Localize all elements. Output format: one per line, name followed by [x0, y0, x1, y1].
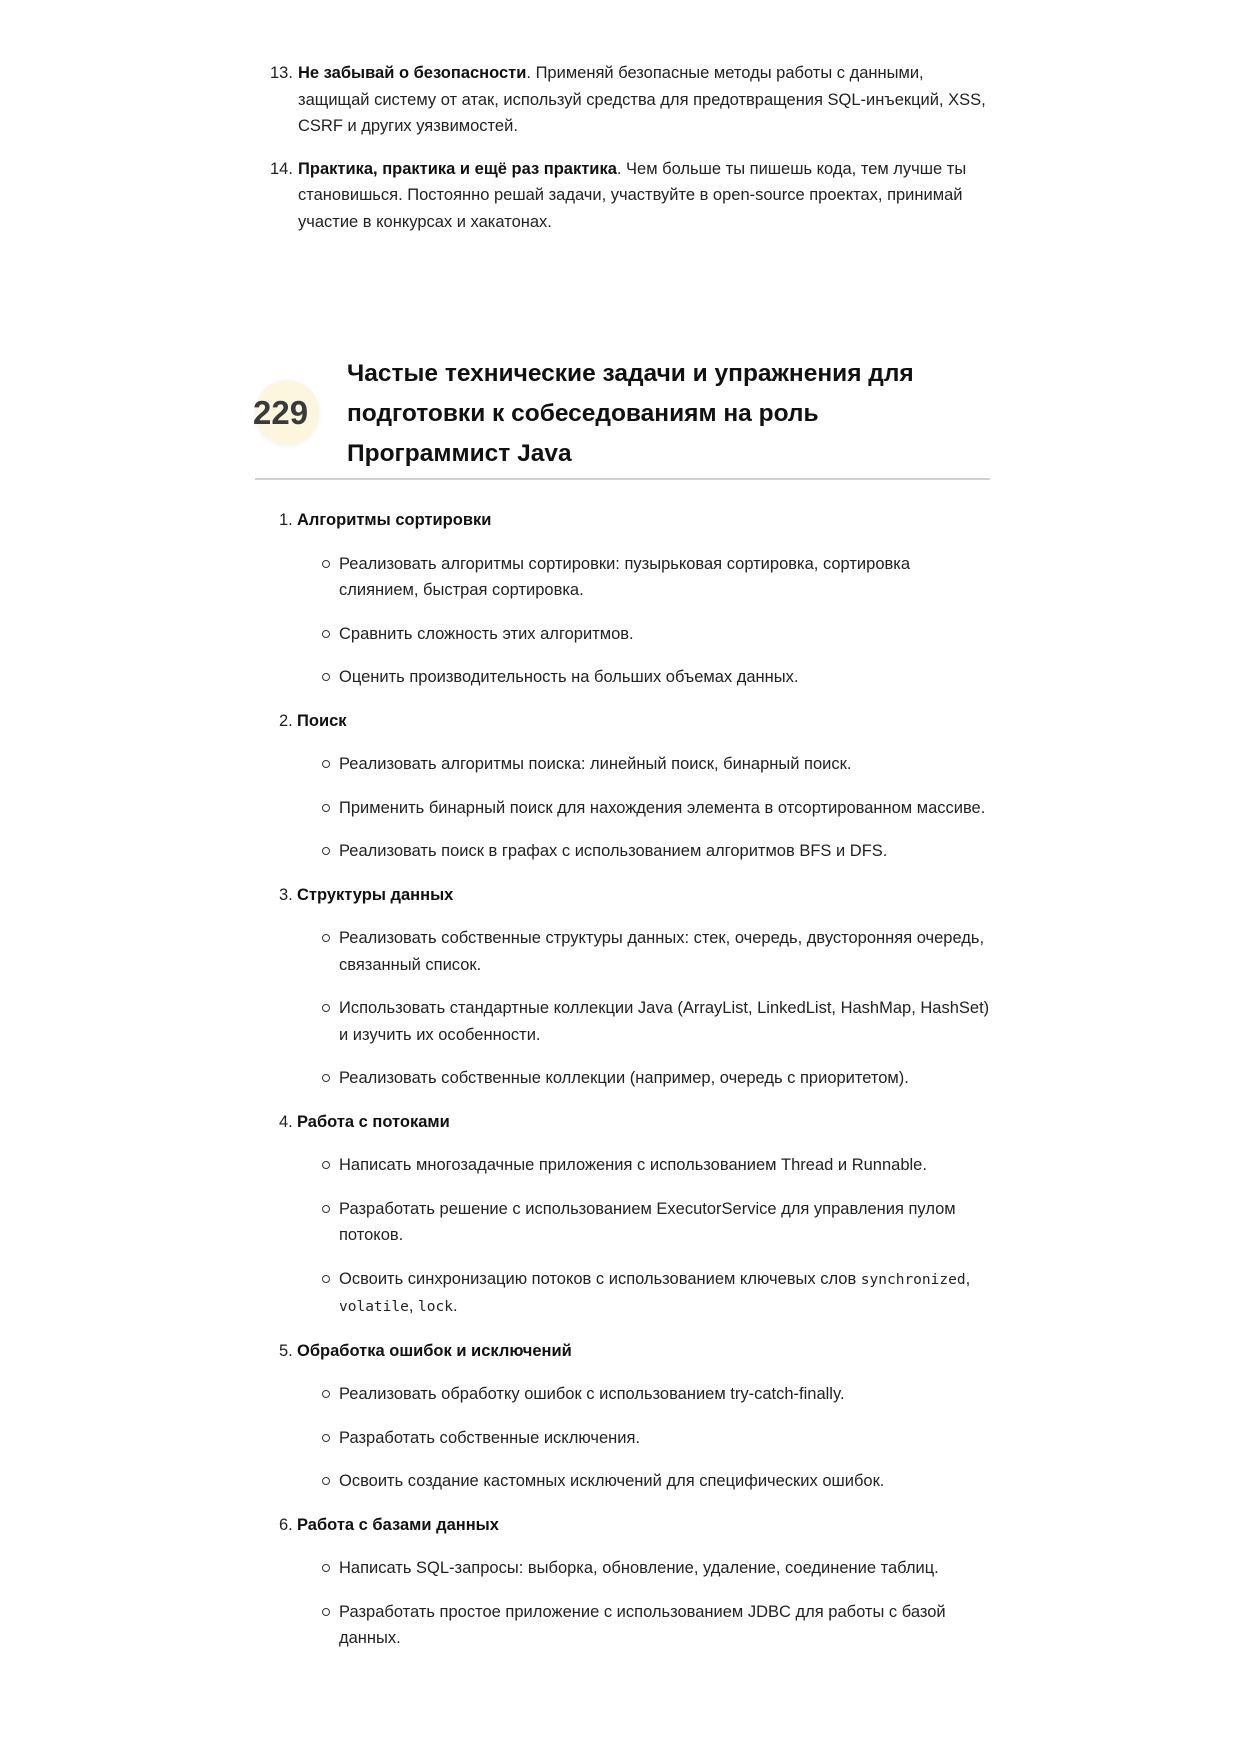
item-number: 5. — [279, 1341, 293, 1360]
item-title: Поиск — [297, 711, 347, 730]
sub-item: Реализовать алгоритмы сортировки: пузырьковая сортировка, сортировка слиянием, быстрая сортировка. — [297, 551, 990, 604]
previous-list — [270, 60, 990, 251]
bullet-icon — [322, 630, 330, 638]
bullet-icon — [322, 560, 330, 568]
item-number: 1. — [279, 511, 293, 529]
section-header — [255, 350, 990, 478]
task-item — [255, 1512, 990, 1652]
bullet-icon — [322, 804, 330, 812]
item-title: Структуры данных — [297, 885, 454, 904]
item-number: 2. — [279, 711, 293, 730]
item-number: 3. — [279, 885, 293, 904]
bullet-icon — [322, 1205, 330, 1213]
sub-item: Оценить производительность на больших объемах данных. — [297, 664, 990, 691]
task-item — [255, 882, 990, 1092]
sub-item: Освоить синхронизацию потоков с использованием ключевых слов synchronized, volatile, lock. — [297, 1266, 990, 1321]
bullet-icon — [322, 1390, 330, 1398]
divider — [255, 478, 990, 480]
bullet-icon — [322, 1564, 330, 1572]
sub-item: Применить бинарный поиск для нахождения элемента в отсортированном массиве. — [297, 795, 990, 822]
bullet-icon — [322, 760, 330, 768]
task-item — [255, 1109, 990, 1321]
sub-list — [297, 1381, 990, 1495]
item-title: Алгоритмы сортировки — [297, 511, 492, 529]
bullet-icon — [322, 673, 330, 681]
sub-item: Сравнить сложность этих алгоритмов. — [297, 621, 990, 648]
sub-item: Реализовать собственные структуры данных: стек, очередь, двусторонняя очередь, связанный список. — [297, 925, 990, 978]
bullet-icon — [322, 934, 330, 942]
item-title: Работа с потоками — [297, 1112, 450, 1131]
section-title: Частые технические задачи и упражнения для подготовки к собеседованиям на роль Программист Java — [347, 360, 914, 467]
bullet-icon — [322, 1004, 330, 1012]
sub-list — [297, 1152, 990, 1321]
sub-item: Реализовать алгоритмы поиска: линейный поиск, бинарный поиск. — [297, 751, 990, 778]
bullet-icon — [322, 1434, 330, 1442]
item-title: Работа с базами данных — [297, 1515, 499, 1534]
bullet-icon — [322, 1161, 330, 1169]
bullet-icon — [322, 1477, 330, 1485]
bullet-icon — [322, 1275, 330, 1283]
sub-list — [297, 751, 990, 865]
sub-list — [297, 551, 990, 691]
item-title: Обработка ошибок и исключений — [297, 1341, 572, 1360]
task-item — [255, 507, 990, 691]
list-item: 13. Не забывай о безопасности. Применяй безопасные методы работы с данными, защищай систему от атак, используй средства для предотвращения SQL-инъекций, XSS, CSRF и других уязвимостей. — [270, 64, 986, 135]
sub-list — [297, 1555, 990, 1652]
sub-item: Реализовать обработку ошибок с использованием try-catch-finally. — [297, 1381, 990, 1408]
sub-item: Освоить создание кастомных исключений для специфических ошибок. — [297, 1468, 990, 1495]
list-item: 14. Практика, практика и ещё раз практика. Чем больше ты пишешь кода, тем лучше ты становишься. Постоянно решай задачи, участвуйте в open-source проектах, принимай участие в конкурсах и хакатонах. — [270, 159, 967, 231]
sub-item: Реализовать собственные коллекции (например, очередь с приоритетом). — [297, 1065, 990, 1092]
bullet-icon — [322, 847, 330, 855]
sub-item: Разработать простое приложение с использованием JDBC для работы с базой данных. — [297, 1599, 990, 1652]
item-number: 4. — [279, 1112, 293, 1131]
item-number: 6. — [279, 1515, 293, 1534]
sub-item: Разработать собственные исключения. — [297, 1425, 990, 1452]
sub-item: Разработать решение с использованием ExecutorService для управления пулом потоков. — [297, 1196, 990, 1249]
sub-item: Написать многозадачные приложения с использованием Thread и Runnable. — [297, 1152, 990, 1179]
section-number: 229 — [253, 394, 309, 431]
section — [255, 350, 990, 1669]
task-list — [255, 507, 990, 1652]
task-item — [255, 708, 990, 865]
sub-list — [297, 925, 990, 1092]
bullet-icon — [322, 1608, 330, 1616]
sub-item: Реализовать поиск в графах с использованием алгоритмов BFS и DFS. — [297, 838, 990, 865]
bullet-icon — [322, 1074, 330, 1082]
task-item — [255, 1338, 990, 1495]
sub-item: Написать SQL-запросы: выборка, обновление, удаление, соединение таблиц. — [297, 1555, 990, 1582]
sub-item: Использовать стандартные коллекции Java (ArrayList, LinkedList, HashMap, HashSet) и изучить их особенности. — [297, 995, 990, 1048]
